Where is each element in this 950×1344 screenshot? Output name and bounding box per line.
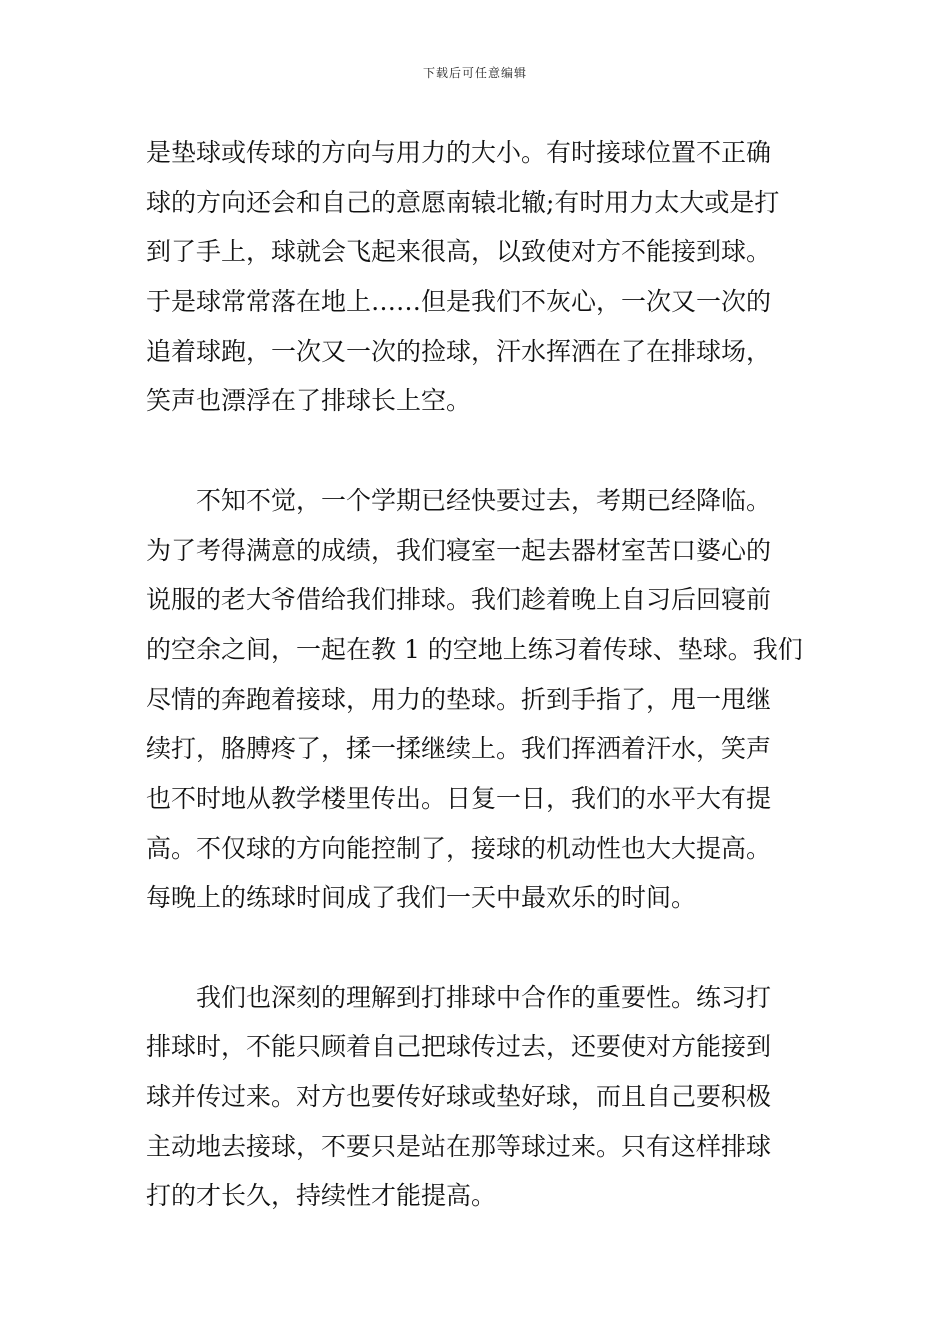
page-header: 下载后可任意编辑	[422, 66, 527, 80]
paragraph-gap	[146, 923, 806, 973]
text-line: 为了考得满意的成绩，我们寝室一起去器材室苦口婆心的	[146, 535, 772, 565]
text-line: 到了手上，球就会飞起来很高，以致使对方不能接到球。	[146, 237, 772, 267]
text-line: 是垫球或传球的方向与用力的大小。有时接球位置不正确	[146, 138, 772, 167]
text-line: 笑声也漂浮在了排球长上空。	[146, 386, 472, 416]
text-line: 续打，胳膊疼了，揉一揉继续上。我们挥洒着汗水，笑声	[146, 734, 772, 764]
text-line: 主动地去接球，不要只是站在那等球过来。只有这样排球	[146, 1131, 772, 1161]
paragraph-gap	[146, 426, 806, 476]
text-line: 追着球跑，一次又一次的捡球，汗水挥洒在了在排球场，	[146, 336, 772, 366]
text-line: 不知不觉，一个学期已经快要过去，考期已经降临。	[146, 485, 772, 515]
text-line: 球并传过来。对方也要传好球或垫好球，而且自己要积极	[146, 1082, 772, 1112]
text-line: 说服的老大爷借给我们排球。我们趁着晚上自习后回寝前	[146, 585, 772, 615]
text-line: 于是球常常落在地上……但是我们不灰心，一次又一次的	[146, 287, 772, 317]
text-line: 打的才长久，持续性才能提高。	[146, 1181, 497, 1211]
text-line: 我们也深刻的理解到打排球中合作的重要性。练习打	[146, 982, 772, 1012]
document-body	[146, 128, 806, 1221]
text-line: 球的方向还会和自己的意愿南辕北辙;有时用力太大或是打	[146, 187, 780, 217]
text-line: 尽情的奔跑着接球，用力的垫球。折到手指了，甩一甩继	[146, 684, 772, 714]
text-line: 每晚上的练球时间成了我们一天中最欢乐的时间。	[146, 883, 697, 913]
text-line: 高。不仅球的方向能控制了，接球的机动性也大大提高。	[146, 833, 772, 863]
text-line: 的空余之间，一起在教 1 的空地上练习着传球、垫球。我们	[146, 634, 803, 664]
text-line: 排球时，不能只顾着自己把球传过去，还要使对方能接到	[146, 1032, 772, 1062]
text-line: 也不时地从教学楼里传出。日复一日，我们的水平大有提	[146, 783, 772, 813]
